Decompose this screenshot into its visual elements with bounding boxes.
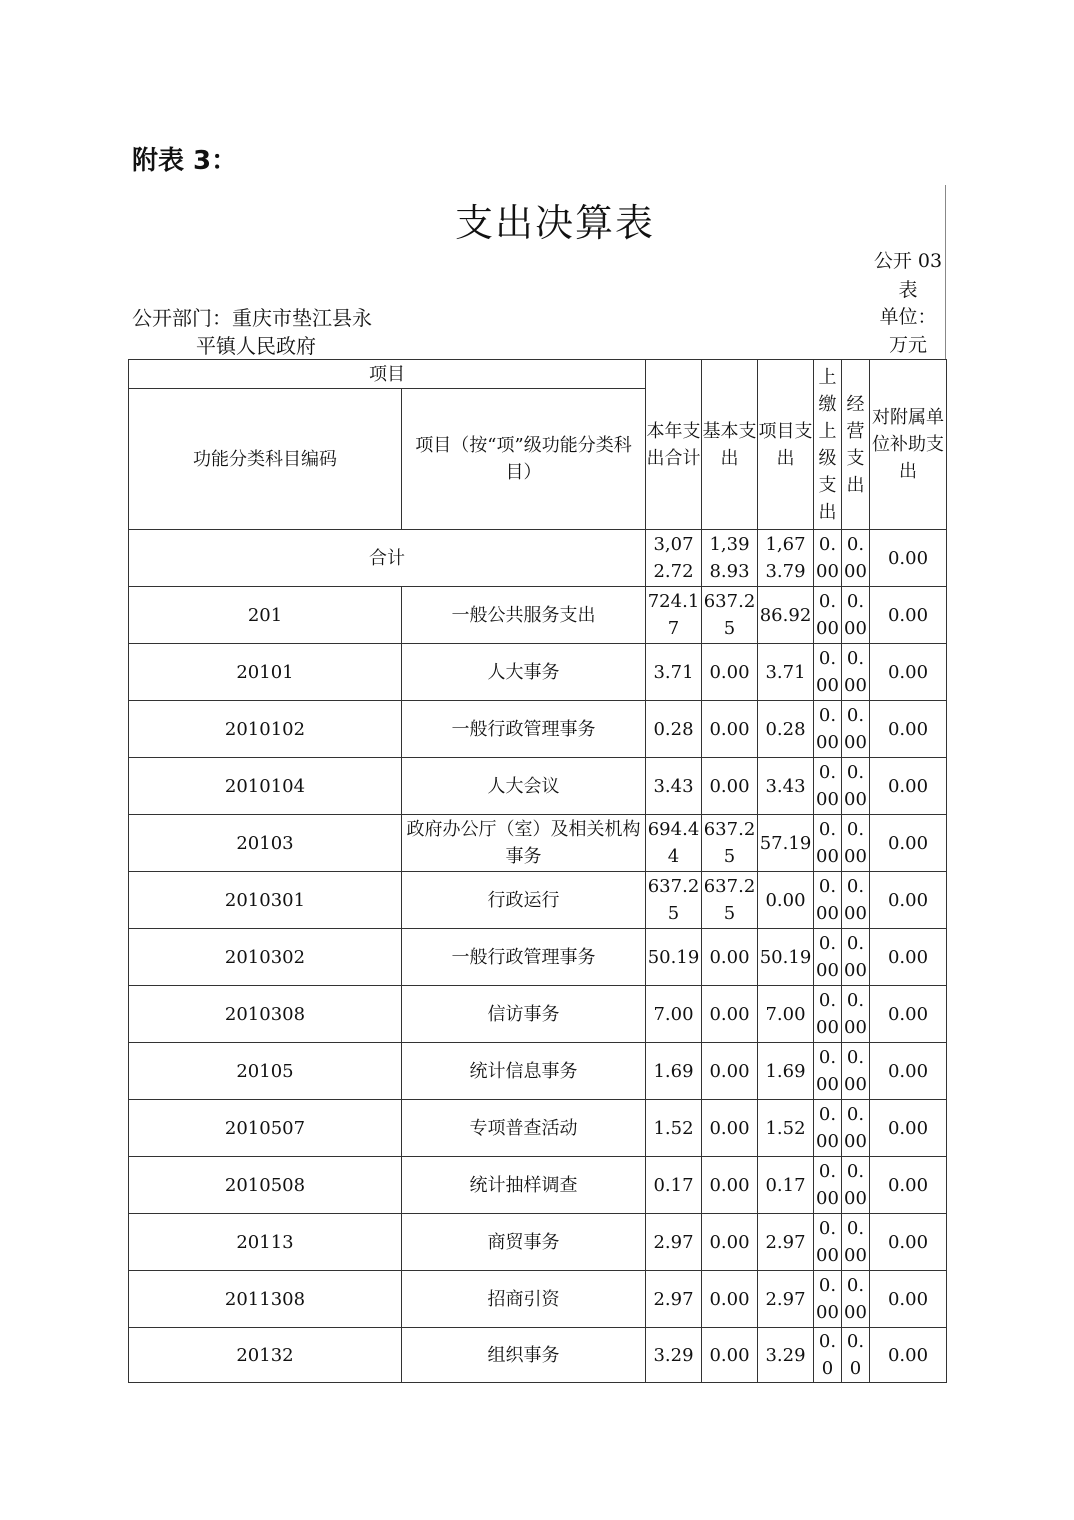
cell-business: 0.00	[842, 701, 870, 758]
cell-upper: 0.00	[814, 1271, 842, 1328]
cell-business: 0.00	[842, 872, 870, 929]
cell-upper: 0.00	[814, 1214, 842, 1271]
cell-business: 0.00	[842, 1043, 870, 1100]
cell-subsidy: 0.00	[870, 1157, 947, 1214]
cell-subsidy: 0.00	[870, 986, 947, 1043]
cell-subsidy: 0.00	[870, 929, 947, 986]
header-project: 项目	[129, 360, 646, 389]
cell-name: 一般行政管理事务	[402, 701, 646, 758]
cell-total: 3,072.72	[646, 530, 702, 587]
cell-project: 50.19	[758, 929, 814, 986]
cell-business: 0.00	[842, 530, 870, 587]
cell-subsidy: 0.00	[870, 872, 947, 929]
table-row	[129, 701, 947, 758]
cell-basic: 637.25	[702, 587, 758, 644]
cell-upper: 0.0	[814, 1328, 842, 1383]
cell-project: 3.71	[758, 644, 814, 701]
cell-subsidy: 0.00	[870, 758, 947, 815]
cell-basic: 0.00	[702, 758, 758, 815]
cell-total: 724.17	[646, 587, 702, 644]
header-subsidy: 对附属单位补助支出	[870, 360, 947, 530]
cell-total: 0.28	[646, 701, 702, 758]
department-line2: 平镇人民政府	[196, 334, 316, 358]
cell-code: 20103	[129, 815, 402, 872]
cell-name: 统计信息事务	[402, 1043, 646, 1100]
cell-project: 2.97	[758, 1271, 814, 1328]
cell-code: 2010302	[129, 929, 402, 986]
cell-project: 1,673.79	[758, 530, 814, 587]
cell-project: 0.00	[758, 872, 814, 929]
cell-basic: 0.00	[702, 986, 758, 1043]
cell-business: 0.00	[842, 758, 870, 815]
expenditure-table	[128, 359, 947, 1383]
cell-total: 637.25	[646, 872, 702, 929]
cell-total: 2.97	[646, 1214, 702, 1271]
table-row	[129, 872, 947, 929]
cell-code: 20113	[129, 1214, 402, 1271]
cell-total: 694.44	[646, 815, 702, 872]
cell-upper: 0.00	[814, 1043, 842, 1100]
cell-upper: 0.00	[814, 758, 842, 815]
cell-project: 1.52	[758, 1100, 814, 1157]
header-business: 经营支出	[842, 360, 870, 530]
cell-basic: 1,398.93	[702, 530, 758, 587]
cell-name: 一般行政管理事务	[402, 929, 646, 986]
cell-total: 2.97	[646, 1271, 702, 1328]
cell-project: 3.43	[758, 758, 814, 815]
cell-business: 0.00	[842, 587, 870, 644]
cell-basic: 0.00	[702, 1043, 758, 1100]
cell-code: 2010102	[129, 701, 402, 758]
cell-name: 人大事务	[402, 644, 646, 701]
cell-business: 0.00	[842, 1100, 870, 1157]
cell-basic: 0.00	[702, 1214, 758, 1271]
cell-upper: 0.00	[814, 872, 842, 929]
page-title: 支出决算表	[454, 201, 655, 245]
table-row	[129, 1328, 947, 1383]
cell-project: 7.00	[758, 986, 814, 1043]
table-row	[129, 1157, 947, 1214]
cell-upper: 0.00	[814, 644, 842, 701]
cell-business: 0.00	[842, 1214, 870, 1271]
cell-basic: 0.00	[702, 644, 758, 701]
cell-basic: 0.00	[702, 1157, 758, 1214]
cell-name: 人大会议	[402, 758, 646, 815]
cell-total: 0.17	[646, 1157, 702, 1214]
cell-upper: 0.00	[814, 815, 842, 872]
table-row	[129, 1043, 947, 1100]
cell-upper: 0.00	[814, 1100, 842, 1157]
cell-name: 政府办公厅（室）及相关机构事务	[402, 815, 646, 872]
cell-subsidy: 0.00	[870, 530, 947, 587]
cell-project: 86.92	[758, 587, 814, 644]
table-row	[129, 587, 947, 644]
cell-subsidy: 0.00	[870, 1043, 947, 1100]
cell-project: 57.19	[758, 815, 814, 872]
table-row	[129, 986, 947, 1043]
cell-code: 2010104	[129, 758, 402, 815]
total-label: 合计	[129, 530, 646, 587]
cell-subsidy: 0.00	[870, 1214, 947, 1271]
cell-name: 组织事务	[402, 1328, 646, 1383]
cell-project: 1.69	[758, 1043, 814, 1100]
cell-name: 行政运行	[402, 872, 646, 929]
cell-subsidy: 0.00	[870, 1271, 947, 1328]
cell-total: 1.52	[646, 1100, 702, 1157]
cell-name: 商贸事务	[402, 1214, 646, 1271]
cell-name: 一般公共服务支出	[402, 587, 646, 644]
cell-basic: 0.00	[702, 929, 758, 986]
table-row	[129, 1214, 947, 1271]
cell-code: 20105	[129, 1043, 402, 1100]
cell-upper: 0.00	[814, 929, 842, 986]
cell-total: 3.71	[646, 644, 702, 701]
cell-upper: 0.00	[814, 986, 842, 1043]
cell-name: 专项普查活动	[402, 1100, 646, 1157]
cell-total: 1.69	[646, 1043, 702, 1100]
cell-subsidy: 0.00	[870, 701, 947, 758]
cell-code: 2010301	[129, 872, 402, 929]
cell-subsidy: 0.00	[870, 644, 947, 701]
cell-business: 0.00	[842, 986, 870, 1043]
cell-code: 2010508	[129, 1157, 402, 1214]
cell-code: 2010507	[129, 1100, 402, 1157]
cell-name: 招商引资	[402, 1271, 646, 1328]
form-code: 公开 03 表	[873, 250, 943, 301]
cell-total: 3.43	[646, 758, 702, 815]
cell-total: 50.19	[646, 929, 702, 986]
cell-project: 3.29	[758, 1328, 814, 1383]
cell-total: 7.00	[646, 986, 702, 1043]
cell-project: 0.28	[758, 701, 814, 758]
table-row	[129, 815, 947, 872]
table-row	[129, 644, 947, 701]
department-line1: 公开部门：重庆市垫江县永	[132, 306, 372, 330]
header-basic: 基本支出	[702, 360, 758, 530]
cell-subsidy: 0.00	[870, 815, 947, 872]
header-total: 本年支出合计	[646, 360, 702, 530]
cell-business: 0.00	[842, 1271, 870, 1328]
cell-name: 信访事务	[402, 986, 646, 1043]
header-project-exp: 项目支出	[758, 360, 814, 530]
total-row	[129, 530, 947, 587]
table-row	[129, 929, 947, 986]
cell-business: 0.00	[842, 1157, 870, 1214]
cell-business: 0.00	[842, 929, 870, 986]
cell-subsidy: 0.00	[870, 1328, 947, 1383]
cell-upper: 0.00	[814, 701, 842, 758]
cell-upper: 0.00	[814, 530, 842, 587]
table-row	[129, 1100, 947, 1157]
header-code: 功能分类科目编码	[129, 389, 402, 530]
cell-project: 0.17	[758, 1157, 814, 1214]
cell-subsidy: 0.00	[870, 587, 947, 644]
unit-label: 单位：万元	[879, 306, 937, 356]
cell-upper: 0.00	[814, 587, 842, 644]
table-row	[129, 1271, 947, 1328]
cell-project: 2.97	[758, 1214, 814, 1271]
cell-basic: 0.00	[702, 1271, 758, 1328]
cell-code: 201	[129, 587, 402, 644]
cell-subsidy: 0.00	[870, 1100, 947, 1157]
table-row	[129, 758, 947, 815]
department	[132, 304, 372, 360]
cell-code: 2010308	[129, 986, 402, 1043]
cell-code: 20132	[129, 1328, 402, 1383]
cell-basic: 0.00	[702, 701, 758, 758]
cell-basic: 637.25	[702, 815, 758, 872]
annex-label: 附表 3：	[132, 146, 238, 176]
cell-upper: 0.00	[814, 1157, 842, 1214]
header-upper: 上缴上级支出	[814, 360, 842, 530]
header-name: 项目（按“项”级功能分类科目）	[402, 389, 646, 530]
cell-business: 0.00	[842, 815, 870, 872]
cell-name: 统计抽样调查	[402, 1157, 646, 1214]
cell-business: 0.00	[842, 644, 870, 701]
cell-code: 20101	[129, 644, 402, 701]
cell-total: 3.29	[646, 1328, 702, 1383]
cell-basic: 0.00	[702, 1328, 758, 1383]
cell-business: 0.0	[842, 1328, 870, 1383]
cell-basic: 0.00	[702, 1100, 758, 1157]
cell-code: 2011308	[129, 1271, 402, 1328]
cell-basic: 637.25	[702, 872, 758, 929]
